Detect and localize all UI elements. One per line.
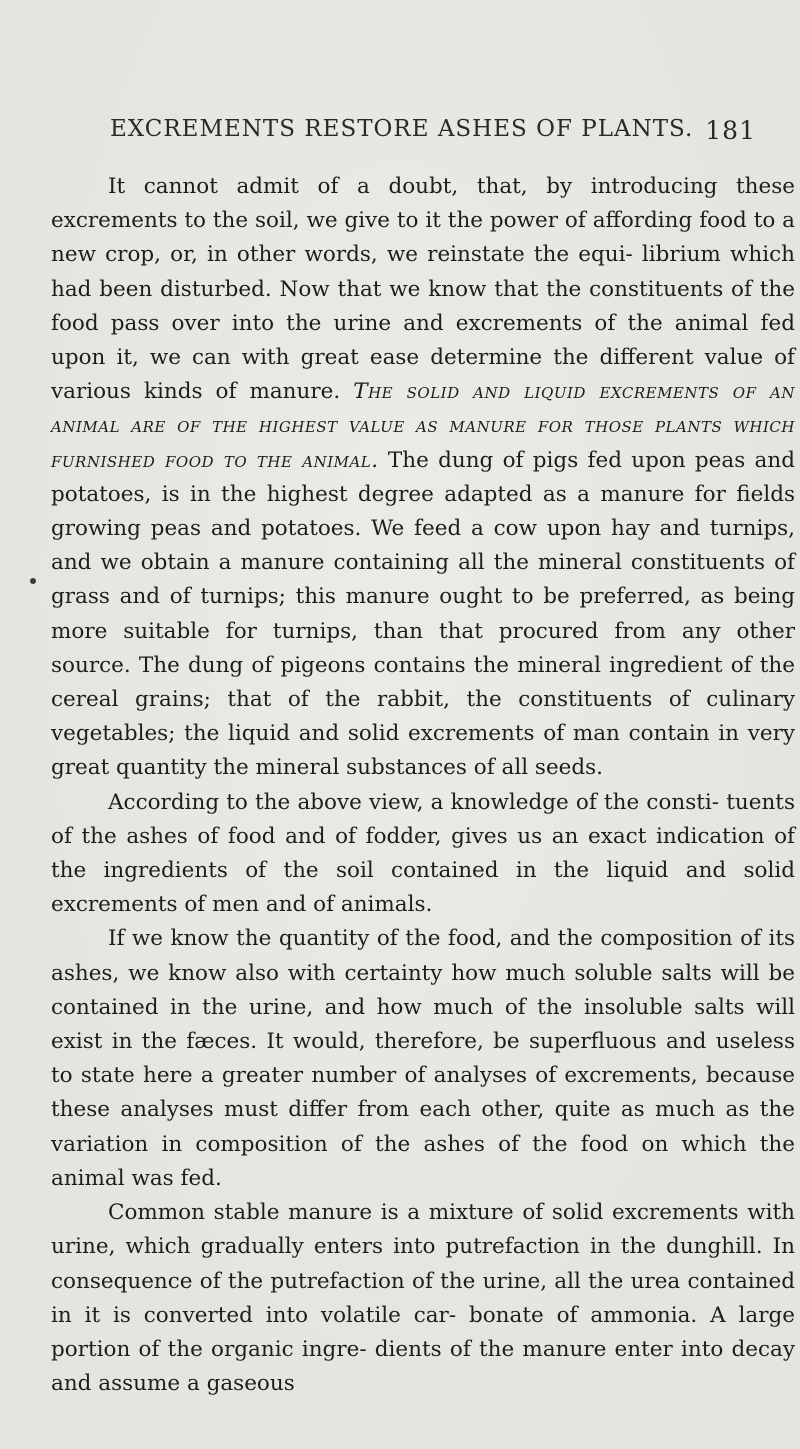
paragraph-1 xyxy=(51,170,795,786)
paragraph-2: According to the above view, a knowledge of the consti- tuents of the ashes of food and of fodder, gives us an exact indication of the ingredients of the soil contained in the liquid and solid excrements of men and of animals. xyxy=(51,789,795,918)
margin-speck xyxy=(30,578,36,584)
paragraph-1-text-start: It cannot admit of a doubt, that, by introducing these excrements to the soil, we give to it the power of affording food to a new crop, or, in other words, we reinstate the equi- librium which had been disturbed. Now that we know that the constituents of the food pass over into the urine and excrements of the animal fed upon it, we can with great ease determine the different value of various kinds of manure. xyxy=(51,174,795,405)
paragraph-4: Common stable manure is a mixture of solid excrements with urine, which gradually enters into putrefaction in the dunghill. In consequence of the putrefaction of the urine, all the urea contained in it is converted into volatile car- bonate of ammonia. A large portion of the organic ingre- dients of the manure enter into decay and assume a gaseous xyxy=(51,1200,795,1397)
paragraph-1-text-end: The dung of pigs fed upon peas and potatoes, is in the highest degree adapted as a manure for fields growing peas and potatoes. We feed a cow upon hay and turnips, and we obtain a manure containing all the mineral constituents of grass and of turnips; this manure ought to be preferred, as being more suitable for turnips, than that procured from any other source. The dung of pigeons contains the mineral ingredient of the cereal grains; that of the rabbit, the constituents of culinary vegetables; the liquid and solid excrements of man contain in very great quantity the mineral substances of all seeds. xyxy=(51,447,795,781)
running-head xyxy=(110,116,756,156)
page-body xyxy=(51,170,795,1401)
paragraph-1-small-caps-statement: The solid and liquid excrements of an animal are of the highest value as manure for those plants which furnished food to the animal. xyxy=(51,379,795,473)
paragraph-3: If we know the quantity of the food, and the composition of its ashes, we know also with certainty how much soluble salts will be contained in the urine, and how much of the insoluble salts will exist in the fæces. It would, therefore, be superfluous and useless to state here a greater number of analyses of excrements, because these analyses must differ from each other, quite as much as the variation in composition of the ashes of the food on which the animal was fed. xyxy=(51,926,795,1191)
page-number: 181 xyxy=(705,116,756,145)
running-head-title: EXCREMENTS RESTORE ASHES OF PLANTS. xyxy=(110,116,694,142)
